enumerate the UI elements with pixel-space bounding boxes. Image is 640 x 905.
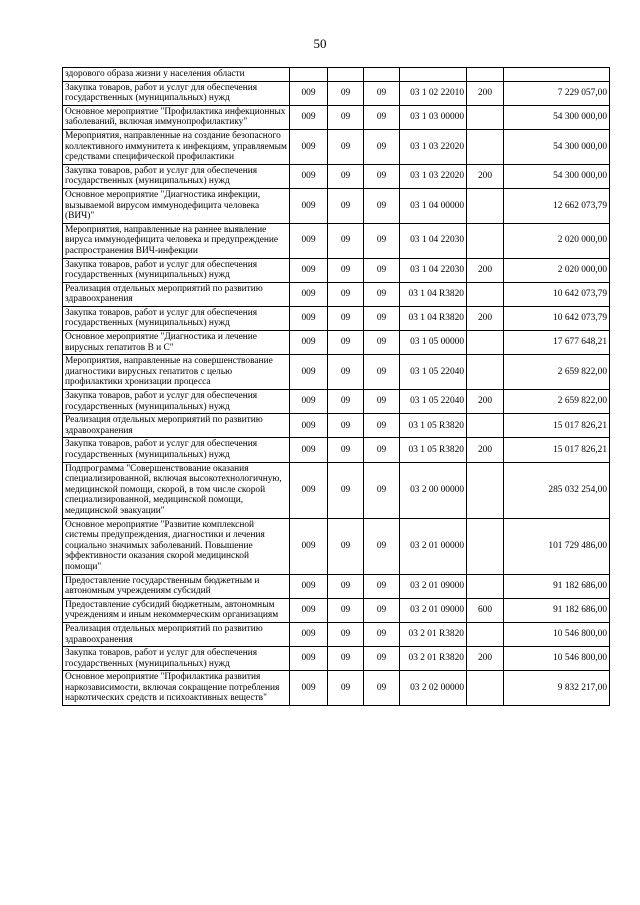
row-subsection-cell: 09 <box>364 671 400 706</box>
row-code-cell: 009 <box>290 518 328 574</box>
row-amount-cell: 54 300 000,00 <box>504 129 610 164</box>
row-target-article-cell: 03 2 01 09000 <box>400 598 467 622</box>
row-code-cell: 009 <box>290 81 328 105</box>
row-amount-cell: 10 642 073,79 <box>504 282 610 306</box>
row-amount-cell: 91 182 686,00 <box>504 574 610 598</box>
table-row <box>63 438 610 462</box>
row-target-article-cell: 03 1 04 00000 <box>400 188 467 223</box>
row-section-cell: 09 <box>328 462 364 518</box>
row-subsection-cell: 09 <box>364 355 400 390</box>
page-number: 50 <box>313 36 327 51</box>
row-subsection-cell: 09 <box>364 574 400 598</box>
row-section-cell: 09 <box>328 574 364 598</box>
row-target-article-cell: 03 1 02 22010 <box>400 81 467 105</box>
row-target-article-cell: 03 1 04 R3820 <box>400 282 467 306</box>
row-expense-type-cell: 600 <box>467 598 504 622</box>
row-amount-cell: 9 832 217,00 <box>504 671 610 706</box>
row-target-article-cell: 03 1 03 00000 <box>400 105 467 129</box>
row-expense-type-cell: 200 <box>467 164 504 188</box>
table-row <box>63 306 610 330</box>
row-expense-type-cell <box>467 518 504 574</box>
table-row <box>63 355 610 390</box>
row-subsection-cell: 09 <box>364 282 400 306</box>
row-target-article-cell: 03 2 01 R3820 <box>400 647 467 671</box>
row-subsection-cell: 09 <box>364 129 400 164</box>
row-section-cell: 09 <box>328 306 364 330</box>
row-section-cell <box>328 68 364 82</box>
row-name-cell: Закупка товаров, работ и услуг для обеспечения государственных (муниципальных) нужд <box>63 438 290 462</box>
row-subsection-cell: 09 <box>364 223 400 258</box>
row-target-article-cell: 03 1 05 R3820 <box>400 438 467 462</box>
row-section-cell: 09 <box>328 671 364 706</box>
row-amount-cell: 2 020 000,00 <box>504 258 610 282</box>
row-name-cell: Предоставление субсидий бюджетным, автономным учреждениям и иным некоммерческим организациям <box>63 598 290 622</box>
row-expense-type-cell <box>467 462 504 518</box>
row-name-cell: Предоставление государственным бюджетным и автономным учреждениям субсидий <box>63 574 290 598</box>
table-row <box>63 647 610 671</box>
row-amount-cell: 101 729 486,00 <box>504 518 610 574</box>
row-target-article-cell: 03 1 04 22030 <box>400 223 467 258</box>
table-row <box>63 164 610 188</box>
row-subsection-cell: 09 <box>364 258 400 282</box>
table-row <box>63 68 610 82</box>
table-row <box>63 282 610 306</box>
row-code-cell: 009 <box>290 223 328 258</box>
row-code-cell: 009 <box>290 390 328 414</box>
row-subsection-cell: 09 <box>364 518 400 574</box>
row-subsection-cell: 09 <box>364 414 400 438</box>
table-row <box>63 390 610 414</box>
row-amount-cell: 2 659 822,00 <box>504 355 610 390</box>
row-code-cell: 009 <box>290 105 328 129</box>
row-expense-type-cell <box>467 331 504 355</box>
row-expense-type-cell: 200 <box>467 258 504 282</box>
row-section-cell: 09 <box>328 258 364 282</box>
row-name-cell: Основное мероприятие "Профилактика инфекционных заболеваний, включая иммунопрофилактику" <box>63 105 290 129</box>
row-code-cell: 009 <box>290 598 328 622</box>
row-section-cell: 09 <box>328 518 364 574</box>
row-name-cell: Реализация отдельных мероприятий по развитию здравоохранения <box>63 414 290 438</box>
table-row <box>63 81 610 105</box>
row-section-cell: 09 <box>328 129 364 164</box>
row-target-article-cell: 03 1 04 22030 <box>400 258 467 282</box>
row-section-cell: 09 <box>328 282 364 306</box>
row-code-cell <box>290 68 328 82</box>
row-expense-type-cell <box>467 105 504 129</box>
row-subsection-cell: 09 <box>364 188 400 223</box>
row-subsection-cell: 09 <box>364 598 400 622</box>
row-target-article-cell: 03 1 05 22040 <box>400 390 467 414</box>
row-subsection-cell: 09 <box>364 438 400 462</box>
table-row <box>63 188 610 223</box>
row-code-cell: 009 <box>290 331 328 355</box>
row-expense-type-cell: 200 <box>467 438 504 462</box>
row-target-article-cell: 03 2 01 R3820 <box>400 622 467 646</box>
row-target-article-cell: 03 2 00 00000 <box>400 462 467 518</box>
row-code-cell: 009 <box>290 188 328 223</box>
row-expense-type-cell: 200 <box>467 81 504 105</box>
row-subsection-cell: 09 <box>364 81 400 105</box>
table-row <box>63 622 610 646</box>
row-target-article-cell: 03 1 03 22020 <box>400 164 467 188</box>
row-subsection-cell <box>364 68 400 82</box>
row-code-cell: 009 <box>290 647 328 671</box>
row-amount-cell: 2 020 000,00 <box>504 223 610 258</box>
table-row <box>63 574 610 598</box>
row-code-cell: 009 <box>290 129 328 164</box>
row-amount-cell: 285 032 254,00 <box>504 462 610 518</box>
table-row <box>63 105 610 129</box>
row-amount-cell: 17 677 648,21 <box>504 331 610 355</box>
row-target-article-cell: 03 1 04 R3820 <box>400 306 467 330</box>
row-name-cell: Мероприятия, направленные на раннее выявление вируса иммунодефицита человека и предупреждение распространения ВИЧ-инфекции <box>63 223 290 258</box>
row-section-cell: 09 <box>328 598 364 622</box>
row-amount-cell: 54 300 000,00 <box>504 105 610 129</box>
row-target-article-cell: 03 1 05 22040 <box>400 355 467 390</box>
table-row <box>63 414 610 438</box>
row-expense-type-cell <box>467 188 504 223</box>
row-subsection-cell: 09 <box>364 390 400 414</box>
table-row <box>63 462 610 518</box>
row-target-article-cell: 03 1 05 R3820 <box>400 414 467 438</box>
row-section-cell: 09 <box>328 105 364 129</box>
row-name-cell: Реализация отдельных мероприятий по развитию здравоохранения <box>63 622 290 646</box>
row-expense-type-cell <box>467 68 504 82</box>
row-amount-cell: 10 546 800,00 <box>504 622 610 646</box>
row-subsection-cell: 09 <box>364 647 400 671</box>
row-subsection-cell: 09 <box>364 462 400 518</box>
row-name-cell: Основное мероприятие "Развитие комплексной системы предупреждения, диагностики и лечения социально значимых заболеваний. Повышение эффективности оказания скорой медицинской помощи" <box>63 518 290 574</box>
row-amount-cell <box>504 68 610 82</box>
row-name-cell: Мероприятия, направленные на создание безопасного коллективного иммунитета к инфекциям, управляемым средствами специфической профилактики <box>63 129 290 164</box>
table-row <box>63 129 610 164</box>
row-section-cell: 09 <box>328 223 364 258</box>
row-subsection-cell: 09 <box>364 622 400 646</box>
row-target-article-cell: 03 2 01 00000 <box>400 518 467 574</box>
row-code-cell: 009 <box>290 438 328 462</box>
row-expense-type-cell: 200 <box>467 390 504 414</box>
table-row <box>63 258 610 282</box>
row-amount-cell: 12 662 073,79 <box>504 188 610 223</box>
row-name-cell: Основное мероприятие "Профилактика развития наркозависимости, включая сокращение потребления наркотических средств и психоактивных веществ" <box>63 671 290 706</box>
budget-table <box>62 67 610 706</box>
row-section-cell: 09 <box>328 164 364 188</box>
row-amount-cell: 10 546 800,00 <box>504 647 610 671</box>
row-section-cell: 09 <box>328 81 364 105</box>
row-name-cell: здорового образа жизни у населения области <box>63 68 290 82</box>
row-section-cell: 09 <box>328 647 364 671</box>
row-subsection-cell: 09 <box>364 105 400 129</box>
row-section-cell: 09 <box>328 390 364 414</box>
row-section-cell: 09 <box>328 188 364 223</box>
row-section-cell: 09 <box>328 355 364 390</box>
row-expense-type-cell <box>467 414 504 438</box>
row-target-article-cell: 03 2 01 09000 <box>400 574 467 598</box>
row-name-cell: Закупка товаров, работ и услуг для обеспечения государственных (муниципальных) нужд <box>63 81 290 105</box>
row-code-cell: 009 <box>290 282 328 306</box>
row-name-cell: Мероприятия, направленные на совершенствование диагностики вирусных гепатитов с целью профилактики хронизации процесса <box>63 355 290 390</box>
budget-table-body <box>63 68 610 706</box>
row-amount-cell: 10 642 073,79 <box>504 306 610 330</box>
row-amount-cell: 91 182 686,00 <box>504 598 610 622</box>
row-code-cell: 009 <box>290 258 328 282</box>
row-expense-type-cell <box>467 622 504 646</box>
row-code-cell: 009 <box>290 622 328 646</box>
table-row <box>63 671 610 706</box>
row-code-cell: 009 <box>290 164 328 188</box>
row-subsection-cell: 09 <box>364 331 400 355</box>
row-section-cell: 09 <box>328 331 364 355</box>
row-section-cell: 09 <box>328 414 364 438</box>
row-name-cell: Закупка товаров, работ и услуг для обеспечения государственных (муниципальных) нужд <box>63 164 290 188</box>
row-expense-type-cell: 200 <box>467 306 504 330</box>
row-name-cell: Основное мероприятие "Диагностика инфекции, вызываемой вирусом иммунодефицита человека (ВИЧ)" <box>63 188 290 223</box>
row-expense-type-cell <box>467 129 504 164</box>
table-row <box>63 223 610 258</box>
row-amount-cell: 15 017 826,21 <box>504 438 610 462</box>
row-amount-cell: 15 017 826,21 <box>504 414 610 438</box>
row-name-cell: Подпрограмма "Совершенствование оказания специализированной, включая высокотехнологичную, медицинской помощи, скорой, в том числе скорой специализированной, медицинской помощи, медицинской эвакуации" <box>63 462 290 518</box>
row-subsection-cell: 09 <box>364 306 400 330</box>
row-target-article-cell: 03 1 05 00000 <box>400 331 467 355</box>
row-section-cell: 09 <box>328 622 364 646</box>
row-code-cell: 009 <box>290 306 328 330</box>
row-code-cell: 009 <box>290 462 328 518</box>
row-amount-cell: 54 300 000,00 <box>504 164 610 188</box>
row-subsection-cell: 09 <box>364 164 400 188</box>
row-code-cell: 009 <box>290 671 328 706</box>
row-target-article-cell: 03 1 03 22020 <box>400 129 467 164</box>
table-row <box>63 598 610 622</box>
row-section-cell: 09 <box>328 438 364 462</box>
row-name-cell: Основное мероприятие "Диагностика и лечение вирусных гепатитов В и С" <box>63 331 290 355</box>
row-name-cell: Закупка товаров, работ и услуг для обеспечения государственных (муниципальных) нужд <box>63 647 290 671</box>
table-row <box>63 331 610 355</box>
row-expense-type-cell: 200 <box>467 647 504 671</box>
row-name-cell: Закупка товаров, работ и услуг для обеспечения государственных (муниципальных) нужд <box>63 390 290 414</box>
row-name-cell: Закупка товаров, работ и услуг для обеспечения государственных (муниципальных) нужд <box>63 306 290 330</box>
row-expense-type-cell <box>467 355 504 390</box>
row-expense-type-cell <box>467 671 504 706</box>
row-code-cell: 009 <box>290 574 328 598</box>
row-target-article-cell: 03 2 02 00000 <box>400 671 467 706</box>
row-expense-type-cell <box>467 282 504 306</box>
row-expense-type-cell <box>467 223 504 258</box>
row-name-cell: Закупка товаров, работ и услуг для обеспечения государственных (муниципальных) нужд <box>63 258 290 282</box>
table-row <box>63 518 610 574</box>
row-code-cell: 009 <box>290 355 328 390</box>
row-code-cell: 009 <box>290 414 328 438</box>
row-name-cell: Реализация отдельных мероприятий по развитию здравоохранения <box>63 282 290 306</box>
row-expense-type-cell <box>467 574 504 598</box>
row-target-article-cell <box>400 68 467 82</box>
row-amount-cell: 2 659 822,00 <box>504 390 610 414</box>
row-amount-cell: 7 229 057,00 <box>504 81 610 105</box>
